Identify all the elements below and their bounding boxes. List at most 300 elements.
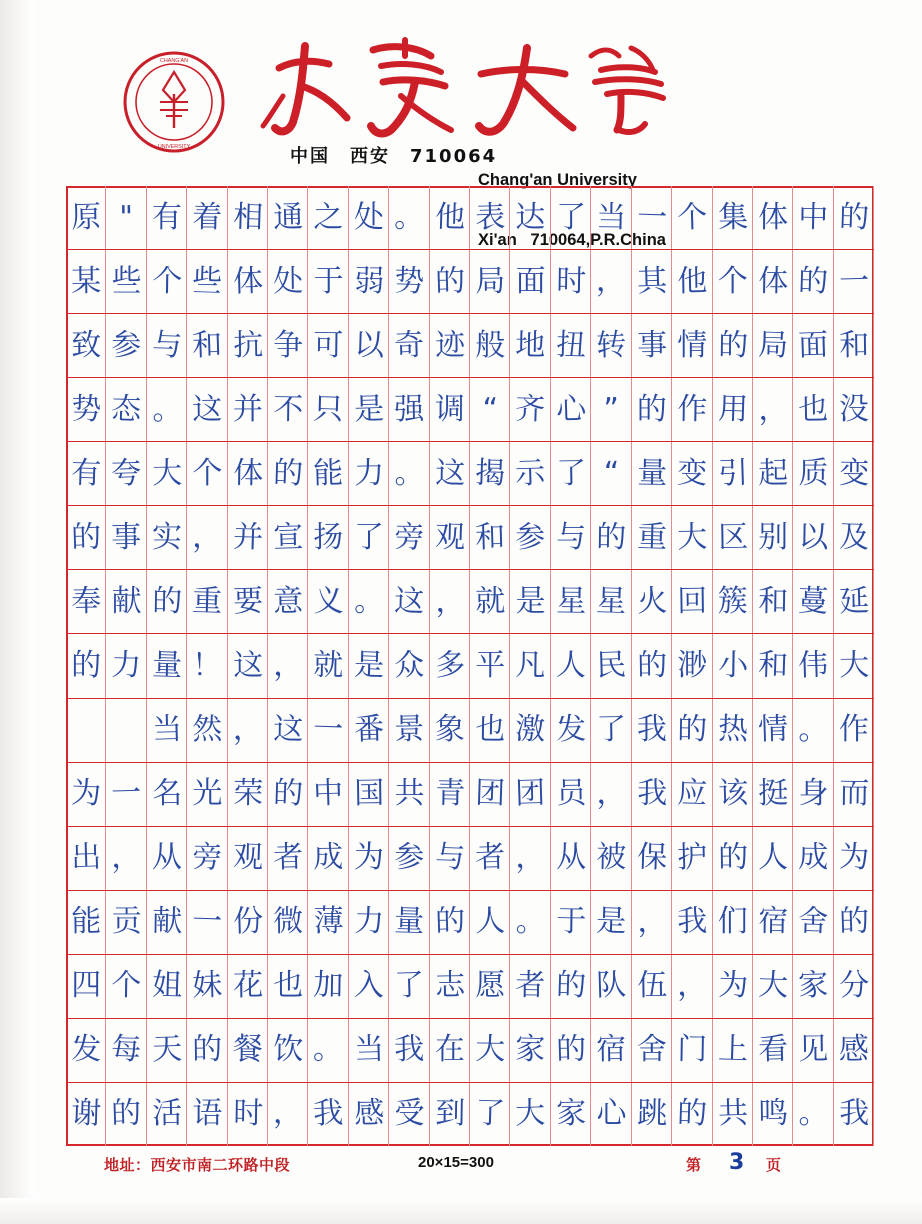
grid-cell bbox=[551, 763, 591, 826]
grid-cell bbox=[106, 827, 146, 890]
handwritten-char: 般 bbox=[475, 327, 506, 363]
grid-cell bbox=[268, 891, 308, 954]
grid-cell bbox=[551, 699, 591, 762]
handwritten-char: 从 bbox=[556, 840, 587, 876]
grid-cell bbox=[793, 891, 833, 954]
grid-cell bbox=[147, 763, 187, 826]
grid-cell bbox=[389, 699, 429, 762]
grid-cell bbox=[591, 891, 631, 954]
page-left-shadow bbox=[0, 0, 34, 1224]
grid-cell bbox=[106, 1083, 146, 1146]
svg-text:UNIVERSITY: UNIVERSITY bbox=[157, 144, 191, 150]
handwritten-char: 的 bbox=[717, 327, 748, 363]
handwritten-char: 迹 bbox=[434, 327, 466, 363]
grid-cell bbox=[349, 442, 389, 505]
grid-cell bbox=[793, 570, 833, 633]
grid-line bbox=[66, 891, 874, 955]
grid-cell bbox=[834, 955, 874, 1018]
grid-cell bbox=[632, 250, 672, 313]
grid-cell bbox=[834, 634, 874, 697]
grid-cell bbox=[349, 1019, 389, 1082]
grid-cell bbox=[470, 250, 510, 313]
grid-cell bbox=[632, 1083, 672, 1146]
letterhead bbox=[60, 20, 872, 249]
handwritten-char: 感 bbox=[838, 1032, 869, 1068]
handwritten-char: 从 bbox=[152, 840, 183, 876]
handwritten-char: 要 bbox=[232, 583, 264, 620]
handwritten-char: 光 bbox=[192, 776, 223, 812]
handwritten-char: 可 bbox=[313, 327, 344, 363]
handwritten-char: 的 bbox=[70, 519, 102, 556]
handwritten-char: 时 bbox=[232, 1096, 264, 1132]
grid-cell bbox=[672, 378, 712, 441]
grid-line bbox=[66, 378, 874, 442]
grid-cell bbox=[228, 1019, 268, 1082]
grid-cell bbox=[430, 955, 470, 1018]
grid-cell bbox=[632, 699, 672, 762]
grid-cell bbox=[187, 570, 227, 633]
grid-cell bbox=[510, 442, 550, 505]
grid-cell bbox=[430, 314, 470, 377]
grid-cell bbox=[228, 891, 268, 954]
handwritten-char: 态 bbox=[111, 391, 143, 428]
handwritten-char: 当 bbox=[151, 711, 183, 748]
page-bottom-shadow bbox=[0, 1198, 922, 1224]
handwritten-char: 的 bbox=[272, 455, 304, 492]
grid-cell bbox=[551, 186, 591, 249]
handwritten-char: 原 bbox=[70, 199, 102, 235]
grid-cell bbox=[268, 699, 308, 762]
handwritten-char: 时 bbox=[555, 263, 587, 299]
handwritten-char: 有 bbox=[70, 455, 102, 492]
handwritten-char: 当 bbox=[596, 199, 627, 235]
grid-cell bbox=[753, 186, 793, 249]
handwritten-char: 平 bbox=[475, 647, 506, 683]
handwritten-char: 的 bbox=[797, 263, 830, 300]
grid-cell bbox=[268, 314, 308, 377]
grid-cell bbox=[66, 250, 106, 313]
handwritten-char: 用 bbox=[717, 391, 749, 428]
grid-cell bbox=[713, 314, 753, 377]
grid-cell bbox=[349, 570, 389, 633]
grid-cell bbox=[591, 955, 631, 1018]
grid-cell bbox=[591, 634, 631, 697]
grid-cell bbox=[106, 442, 146, 505]
grid-rows bbox=[66, 186, 874, 1146]
handwritten-char: 挺 bbox=[757, 775, 789, 812]
handwritten-char: 我 bbox=[636, 775, 668, 812]
handwritten-char: 个 bbox=[151, 263, 183, 299]
grid-cell bbox=[430, 891, 470, 954]
grid-cell bbox=[389, 250, 429, 313]
grid-cell bbox=[66, 827, 106, 890]
grid-cell bbox=[147, 314, 187, 377]
handwritten-char: 然 bbox=[192, 711, 223, 748]
handwritten-char: 回 bbox=[677, 583, 708, 620]
handwritten-char: 我 bbox=[394, 1032, 425, 1068]
grid-cell bbox=[187, 955, 227, 1018]
handwritten-char: 家 bbox=[515, 1031, 547, 1068]
handwritten-char: 人 bbox=[758, 840, 789, 876]
grid-cell bbox=[713, 570, 753, 633]
handwritten-char: 宣 bbox=[272, 519, 304, 556]
handwritten-char: 成 bbox=[798, 839, 829, 876]
grid-cell bbox=[308, 634, 348, 697]
grid-cell bbox=[834, 314, 874, 377]
grid-cell bbox=[187, 1083, 227, 1146]
grid-cell bbox=[510, 763, 550, 826]
handwritten-char: 贡 bbox=[111, 904, 142, 940]
handwritten-char: 凡 bbox=[515, 647, 546, 684]
handwritten-char: 加 bbox=[313, 968, 344, 1004]
grid-cell bbox=[308, 891, 348, 954]
grid-cell bbox=[672, 955, 712, 1018]
handwritten-char: 重 bbox=[191, 583, 223, 620]
grid-line bbox=[66, 1019, 874, 1083]
handwritten-char: 是 bbox=[353, 391, 385, 428]
handwritten-char: 个 bbox=[111, 968, 142, 1004]
handwritten-char: 活 bbox=[151, 1096, 183, 1132]
handwritten-char: 员 bbox=[555, 775, 587, 812]
handwritten-char: 名 bbox=[151, 775, 183, 812]
handwritten-char: 的 bbox=[111, 1095, 143, 1132]
grid-cell bbox=[268, 1083, 308, 1146]
grid-cell bbox=[228, 699, 268, 762]
handwritten-char: 也 bbox=[798, 391, 829, 427]
handwritten-char: 没 bbox=[838, 391, 869, 427]
grid-cell bbox=[551, 1083, 591, 1146]
handwritten-char: 番 bbox=[353, 711, 385, 748]
handwritten-char: 意 bbox=[272, 583, 304, 620]
handwritten-char: 延 bbox=[838, 583, 870, 620]
grid-cell bbox=[308, 1019, 348, 1082]
handwritten-char: 了 bbox=[474, 1095, 506, 1132]
grid-cell bbox=[470, 1019, 510, 1082]
grid-cell bbox=[510, 186, 550, 249]
grid-cell bbox=[308, 699, 348, 762]
grid-cell bbox=[834, 827, 874, 890]
handwritten-char: ， bbox=[677, 968, 708, 1004]
grid-cell bbox=[187, 506, 227, 569]
grid-cell bbox=[389, 891, 429, 954]
grid-cell bbox=[470, 763, 510, 826]
grid-cell bbox=[632, 186, 672, 249]
grid-cell bbox=[389, 763, 429, 826]
handwritten-char: 的 bbox=[636, 647, 668, 684]
grid-cell bbox=[430, 442, 470, 505]
grid-cell bbox=[591, 699, 631, 762]
grid-line bbox=[66, 634, 874, 698]
handwritten-char: 簇 bbox=[717, 583, 748, 619]
grid-cell bbox=[793, 634, 833, 697]
handwritten-char: 夸 bbox=[111, 455, 143, 492]
handwritten-char: 。 bbox=[394, 199, 425, 235]
handwritten-char: “ bbox=[482, 391, 499, 427]
grid-cell bbox=[713, 955, 753, 1018]
grid-cell bbox=[308, 827, 348, 890]
grid-cell bbox=[672, 827, 712, 890]
handwritten-char: 参 bbox=[515, 519, 546, 556]
grid-cell bbox=[389, 314, 429, 377]
handwritten-char: 护 bbox=[676, 839, 708, 876]
grid-cell bbox=[308, 250, 348, 313]
grid-cell bbox=[591, 1019, 631, 1082]
grid-cell bbox=[349, 634, 389, 697]
handwritten-char: 星 bbox=[595, 583, 628, 620]
handwritten-char: 作 bbox=[677, 391, 708, 427]
grid-cell bbox=[389, 378, 429, 441]
grid-cell bbox=[834, 1019, 874, 1082]
handwritten-char: 渺 bbox=[677, 647, 708, 683]
grid-cell bbox=[66, 314, 106, 377]
grid-cell bbox=[753, 634, 793, 697]
grid-cell bbox=[147, 250, 187, 313]
grid-line bbox=[66, 1083, 874, 1146]
handwritten-char: 火 bbox=[636, 583, 668, 620]
grid-cell bbox=[430, 1083, 470, 1146]
grid-cell bbox=[510, 1083, 550, 1146]
handwritten-char: 饮 bbox=[272, 1032, 304, 1068]
handwritten-char: 的 bbox=[71, 647, 102, 683]
handwritten-char: 扭 bbox=[555, 327, 587, 364]
handwritten-char: 局 bbox=[757, 327, 789, 364]
grid-cell bbox=[66, 891, 106, 954]
footer-address: 地址：西安市南二环路中段 bbox=[104, 1156, 291, 1174]
grid-cell bbox=[430, 570, 470, 633]
grid-cell bbox=[147, 827, 187, 890]
grid-cell bbox=[834, 506, 874, 569]
handwritten-char: 心 bbox=[596, 1096, 627, 1132]
grid-cell bbox=[106, 570, 146, 633]
handwritten-char: 质 bbox=[798, 455, 829, 491]
grid-cell bbox=[349, 378, 389, 441]
handwritten-char: 看 bbox=[757, 1031, 789, 1068]
handwritten-char: 力 bbox=[111, 647, 142, 684]
handwritten-char: 荣 bbox=[232, 775, 264, 812]
handwritten-char: 是 bbox=[595, 903, 628, 940]
handwritten-char: 就 bbox=[313, 647, 344, 684]
grid-cell bbox=[753, 955, 793, 1018]
handwritten-char: 每 bbox=[111, 1031, 143, 1068]
handwritten-char: 这 bbox=[192, 391, 223, 427]
grid-cell bbox=[66, 186, 106, 249]
handwritten-char: 出 bbox=[70, 839, 102, 876]
grid-cell bbox=[228, 314, 268, 377]
handwritten-char: 该 bbox=[717, 775, 749, 812]
handwritten-char: 只 bbox=[313, 391, 345, 428]
handwritten-char: 身 bbox=[798, 776, 829, 812]
handwritten-char: 为 bbox=[354, 840, 385, 876]
handwritten-char: 量 bbox=[636, 455, 668, 492]
handwritten-char: 和 bbox=[474, 519, 506, 556]
grid-cell bbox=[187, 763, 227, 826]
handwritten-char: 伟 bbox=[797, 647, 830, 684]
handwritten-char: 情 bbox=[757, 711, 789, 748]
handwritten-char: “ bbox=[603, 455, 620, 491]
grid-cell bbox=[834, 891, 874, 954]
grid-line bbox=[66, 955, 874, 1019]
grid-cell bbox=[349, 186, 389, 249]
handwritten-char: 献 bbox=[151, 903, 183, 940]
handwritten-char: 花 bbox=[232, 968, 264, 1004]
handwritten-char: 的 bbox=[555, 967, 587, 1004]
grid-cell bbox=[591, 827, 631, 890]
handwritten-char: 我 bbox=[636, 712, 667, 748]
grid-cell bbox=[106, 314, 146, 377]
grid-cell bbox=[228, 955, 268, 1018]
grid-cell bbox=[308, 186, 348, 249]
grid-cell bbox=[470, 634, 510, 697]
handwritten-char: ， bbox=[192, 519, 223, 556]
handwritten-char: 我 bbox=[677, 903, 708, 940]
handwritten-char: 队 bbox=[595, 967, 628, 1004]
handwritten-char: 大 bbox=[757, 967, 789, 1004]
handwritten-char: 。 bbox=[353, 583, 385, 620]
grid-cell bbox=[470, 699, 510, 762]
grid-cell bbox=[106, 378, 146, 441]
handwritten-char: 强 bbox=[394, 391, 425, 427]
handwritten-char: 景 bbox=[394, 711, 425, 748]
grid-cell bbox=[510, 827, 550, 890]
grid-cell bbox=[672, 891, 712, 954]
handwritten-char: 的 bbox=[192, 1032, 223, 1068]
handwritten-char: 的 bbox=[717, 839, 748, 876]
handwritten-char: 区 bbox=[717, 519, 748, 556]
grid-cell bbox=[632, 506, 672, 569]
handwritten-char: 的 bbox=[676, 1095, 708, 1132]
handwritten-char: 与 bbox=[556, 519, 587, 555]
grid-cell bbox=[834, 763, 874, 826]
grid-cell bbox=[713, 186, 753, 249]
grid-cell bbox=[551, 442, 591, 505]
handwritten-char: 发 bbox=[70, 1032, 102, 1068]
grid-cell bbox=[672, 314, 712, 377]
grid-cell bbox=[430, 186, 470, 249]
grid-cell bbox=[591, 763, 631, 826]
grid-cell bbox=[268, 827, 308, 890]
handwritten-char: 被 bbox=[596, 839, 627, 876]
grid-cell bbox=[268, 1019, 308, 1082]
handwritten-char: 共 bbox=[394, 776, 425, 812]
handwritten-char: 人 bbox=[555, 647, 587, 684]
grid-cell bbox=[834, 378, 874, 441]
grid-cell bbox=[349, 699, 389, 762]
grid-cell bbox=[510, 699, 550, 762]
handwritten-char: 观 bbox=[232, 839, 264, 876]
grid-cell bbox=[551, 955, 591, 1018]
grid-cell bbox=[470, 1083, 510, 1146]
grid-cell bbox=[349, 955, 389, 1018]
handwritten-char: 见 bbox=[798, 1032, 829, 1068]
handwritten-char: 揭 bbox=[474, 455, 506, 492]
grid-cell bbox=[713, 442, 753, 505]
grid-cell bbox=[510, 891, 550, 954]
grid-cell bbox=[632, 1019, 672, 1082]
grid-cell bbox=[510, 250, 550, 313]
grid-cell bbox=[228, 763, 268, 826]
handwritten-char: 于 bbox=[313, 263, 344, 299]
grid-cell bbox=[66, 506, 106, 569]
handwritten-char: 势 bbox=[393, 263, 426, 300]
handwritten-char: 心 bbox=[555, 391, 587, 428]
handwritten-char: 能 bbox=[313, 455, 345, 492]
handwritten-char: 大 bbox=[676, 519, 708, 556]
grid-line bbox=[66, 250, 874, 314]
grid-cell bbox=[308, 763, 348, 826]
grid-line bbox=[66, 186, 874, 250]
handwritten-char: 者 bbox=[515, 968, 546, 1004]
grid-cell bbox=[753, 1083, 793, 1146]
handwritten-char: ， bbox=[232, 712, 263, 748]
grid-cell bbox=[228, 378, 268, 441]
grid-cell bbox=[430, 1019, 470, 1082]
grid-cell bbox=[672, 699, 712, 762]
grid-cell bbox=[510, 506, 550, 569]
grid-line bbox=[66, 506, 874, 570]
grid-cell bbox=[268, 955, 308, 1018]
grid-cell bbox=[510, 955, 550, 1018]
address-english-line1: Chang'an University bbox=[478, 171, 637, 189]
handwritten-char: 蔓 bbox=[797, 583, 830, 620]
handwritten-char: 跳 bbox=[636, 1096, 668, 1132]
grid-cell bbox=[147, 442, 187, 505]
handwritten-char: 的 bbox=[434, 263, 466, 300]
grid-cell bbox=[713, 506, 753, 569]
handwritten-char: 变 bbox=[676, 455, 708, 492]
handwritten-char: ， bbox=[636, 903, 668, 940]
grid-line bbox=[66, 827, 874, 891]
grid-cell bbox=[551, 827, 591, 890]
grid-cell bbox=[591, 250, 631, 313]
handwritten-char: 激 bbox=[515, 711, 547, 748]
grid-cell bbox=[551, 378, 591, 441]
grid-cell bbox=[672, 506, 712, 569]
grid-cell bbox=[672, 1083, 712, 1146]
footer-page-label: 第 bbox=[686, 1156, 702, 1174]
handwritten-char: 成 bbox=[313, 839, 344, 876]
handwritten-char: 是 bbox=[515, 583, 546, 619]
handwritten-char: 及 bbox=[838, 519, 870, 556]
handwritten-char: 餐 bbox=[232, 1032, 263, 1068]
grid-cell bbox=[147, 570, 187, 633]
grid-cell bbox=[147, 378, 187, 441]
handwritten-char: 宿 bbox=[757, 903, 789, 940]
handwritten-char: 他 bbox=[434, 199, 466, 235]
grid-cell bbox=[470, 891, 510, 954]
handwritten-char: 和 bbox=[838, 327, 870, 363]
handwritten-char: 到 bbox=[434, 1096, 466, 1132]
grid-cell bbox=[753, 314, 793, 377]
handwritten-char: 情 bbox=[677, 327, 708, 363]
handwritten-char: 而 bbox=[838, 775, 870, 812]
handwritten-char: 之 bbox=[313, 199, 344, 235]
handwritten-char: 他 bbox=[677, 263, 708, 299]
handwritten-char: 大 bbox=[838, 647, 870, 684]
grid-cell bbox=[308, 570, 348, 633]
handwritten-char: 面 bbox=[797, 327, 830, 364]
grid-cell bbox=[430, 634, 470, 697]
handwritten-char: 四 bbox=[71, 968, 102, 1004]
university-seal-icon bbox=[122, 50, 226, 154]
grid-cell bbox=[632, 314, 672, 377]
handwritten-char: 了 bbox=[596, 711, 627, 748]
handwritten-char: 薄 bbox=[313, 904, 344, 940]
grid-cell bbox=[66, 955, 106, 1018]
grid-cell bbox=[308, 955, 348, 1018]
grid-cell bbox=[66, 699, 106, 762]
grid-cell bbox=[591, 1083, 631, 1146]
grid-cell bbox=[510, 378, 550, 441]
